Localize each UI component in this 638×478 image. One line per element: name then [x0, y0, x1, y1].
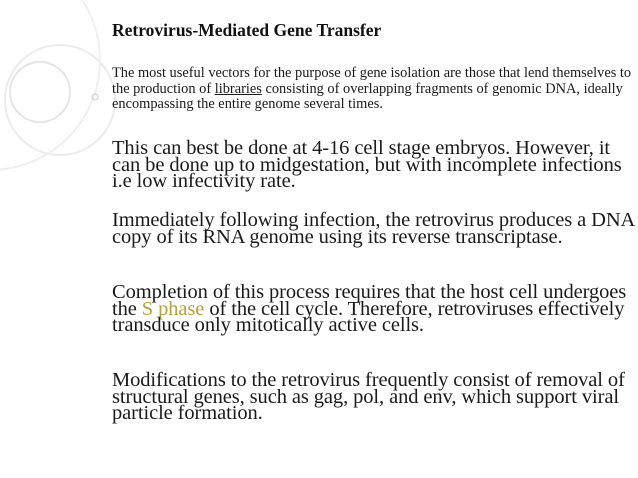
s-phase-highlight: S phase	[141, 297, 205, 320]
deco-circle-small	[10, 62, 70, 122]
intro-paragraph	[112, 66, 632, 113]
slide-title: Retrovirus-Mediated Gene Transfer	[112, 20, 382, 40]
decorative-circles	[0, 0, 120, 200]
deco-circle-large	[0, 0, 100, 170]
paragraph-dna-copy: Immediately following infection, the retrovirus produces a DNA copy of its RNA genome using its reverse transcriptase.	[112, 209, 635, 248]
s-phase-text-before: Completion of this process requires that the host cell undergoes the	[112, 281, 627, 320]
s-phase-text-after: of the cell cycle. Therefore, retroviruses effectively transduce only mitotically active cells.	[112, 297, 625, 336]
deco-circle-medium	[5, 45, 115, 155]
intro-text-after: consisting of overlapping fragments of genomic DNA, ideally encompassing the entire genome several times.	[112, 80, 623, 113]
paragraph-s-phase	[112, 281, 636, 336]
paragraph-modifications: Modifications to the retrovirus frequently consist of removal of structural genes, such as gag, pol, and env, which support viral particle formation.	[112, 369, 625, 424]
intro-text-before: The most useful vectors for the purpose of gene isolation are those that lend themselves to the production of	[112, 65, 632, 97]
paragraph-embryo-stage: This can best be done at 4-16 cell stage embryos. However, it can be done up to midgestation, but with incomplete infections i.e low infectivity rate.	[112, 137, 622, 192]
libraries-link-text: libraries	[214, 80, 262, 97]
